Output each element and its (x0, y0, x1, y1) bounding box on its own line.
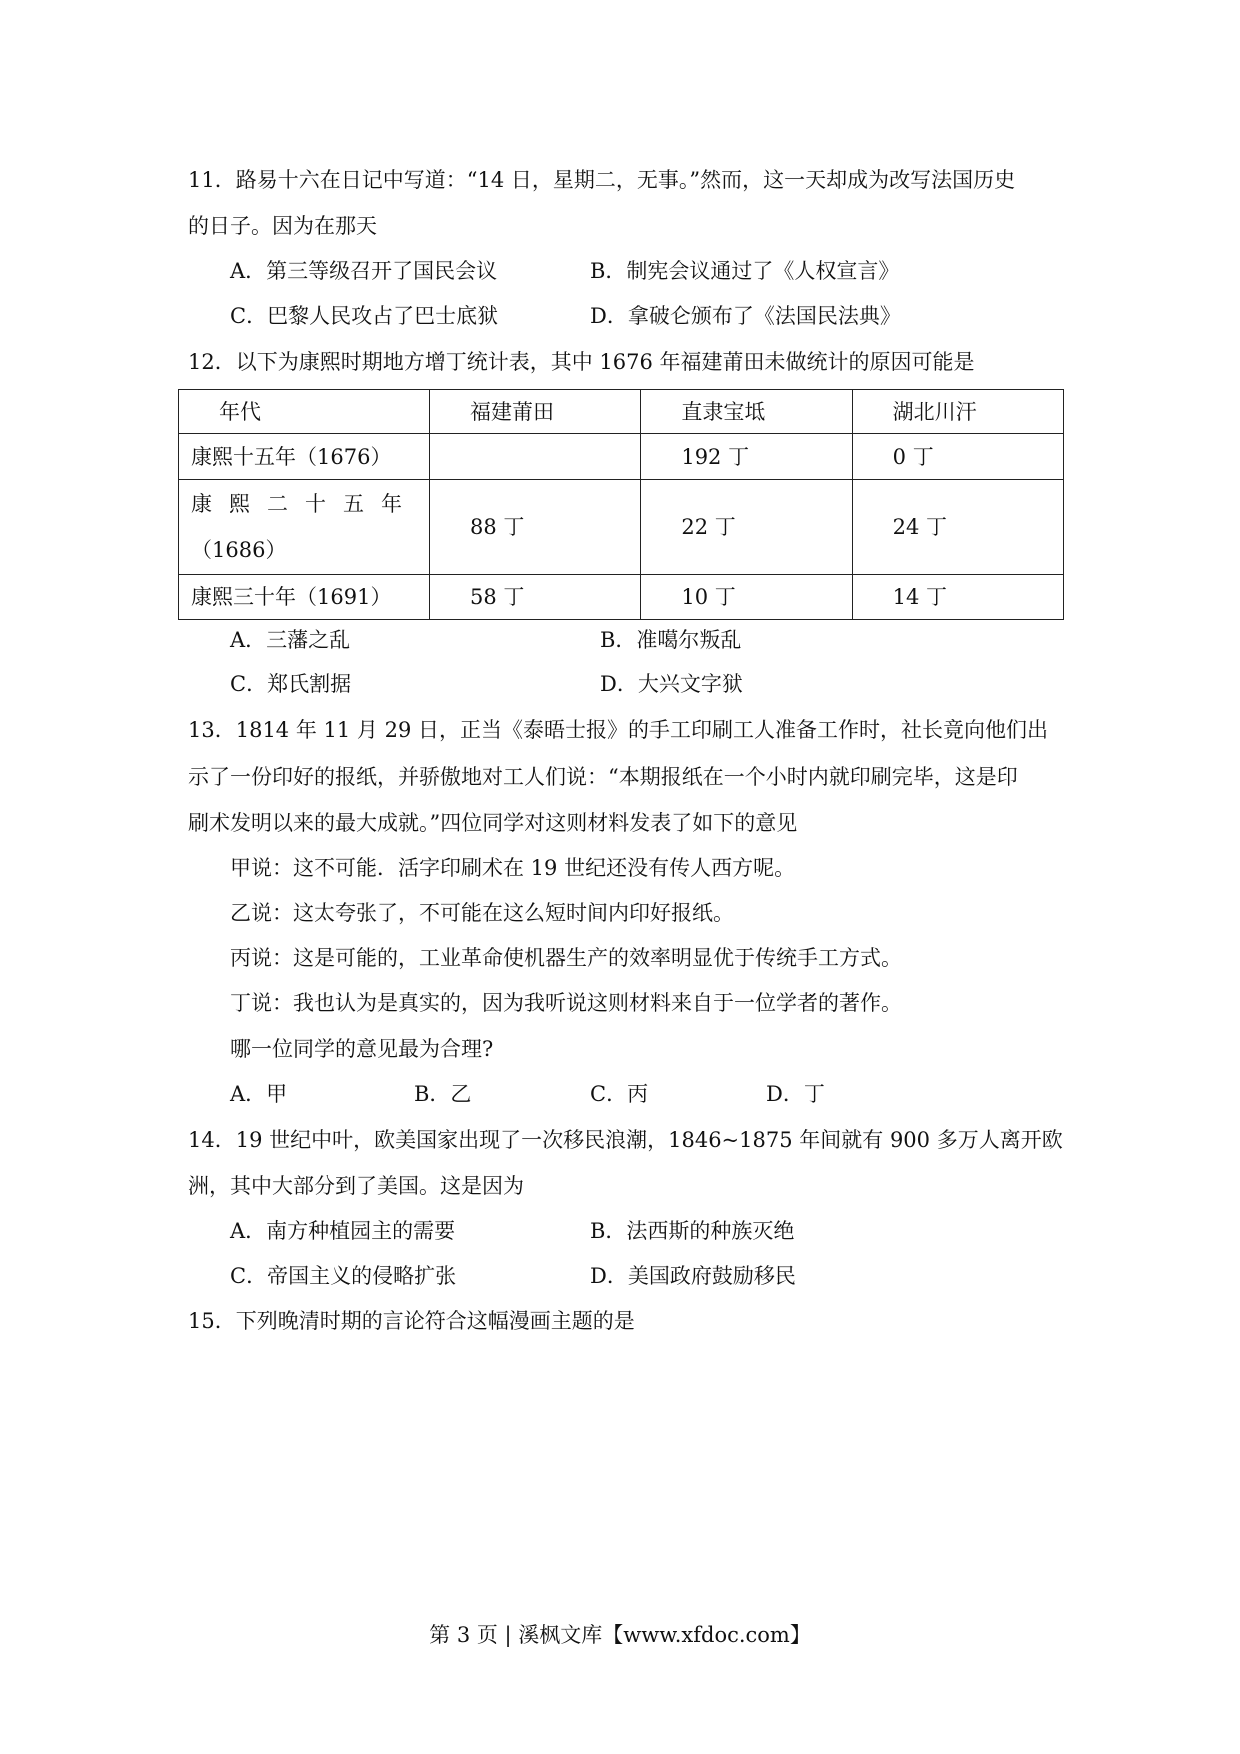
q11-option-b: B．制宪会议通过了《人权宣言》 (590, 259, 900, 283)
table-header-cell: 年代 (179, 390, 430, 434)
page-footer: 第 3 页 | 溪枫文库【www.xfdoc.com】 (429, 1623, 811, 1647)
q11-stem-line1: 11．路易十六在日记中写道：“14 日，星期二，无事。”然而，这一天却成为改写法国历史 (188, 168, 1016, 192)
table-cell: 24 丁 (852, 480, 1063, 575)
q14-option-c: C．帝国主义的侵略扩张 (230, 1264, 457, 1288)
table-cell: 0 丁 (852, 434, 1063, 480)
table-cell: 22 丁 (641, 480, 852, 575)
table-cell: 10 丁 (641, 575, 852, 620)
q14-stem-line2: 洲，其中大部分到了美国。这是因为 (188, 1174, 524, 1198)
q14-option-d: D．美国政府鼓励移民 (590, 1264, 796, 1288)
table-cell (430, 434, 641, 480)
table-header-cell: 直隶宝坻 (641, 390, 852, 434)
table-cell: 192 丁 (641, 434, 852, 480)
q12-option-c: C．郑氏割据 (230, 672, 352, 696)
q14-stem-line1: 14．19 世纪中叶，欧美国家出现了一次移民浪潮，1846~1875 年间就有 900 多万人离开欧 (188, 1128, 1063, 1152)
q11-option-d: D．拿破仑颁布了《法国民法典》 (590, 304, 901, 328)
table-cell-year-label: 康熙二十五年 (191, 492, 419, 516)
table-cell-year-number: （1686） (191, 538, 287, 562)
q13-question: 哪一位同学的意见最为合理? (230, 1037, 494, 1061)
table-cell: 康熙十五年（1676） (179, 434, 430, 480)
q13-opinion-jia: 甲说：这不可能．活字印刷术在 19 世纪还没有传人西方呢。 (230, 856, 796, 880)
table-header-row (179, 390, 1064, 434)
table-row (179, 480, 1064, 575)
q11-stem-line2: 的日子。因为在那天 (188, 214, 377, 238)
q13-option-b: B．乙 (414, 1082, 472, 1106)
table-cell: 88 丁 (430, 480, 641, 575)
q13-opinion-ding: 丁说：我也认为是真实的，因为我听说这则材料来自于一位学者的著作。 (230, 991, 902, 1015)
table-cell: 58 丁 (430, 575, 641, 620)
q13-stem-line2: 示了一份印好的报纸，并骄傲地对工人们说：“本期报纸在一个小时内就印刷完毕，这是印 (188, 765, 1018, 789)
q12-option-b: B．准噶尔叛乱 (600, 628, 742, 652)
q13-option-d: D．丁 (766, 1082, 825, 1106)
table-cell: 康熙三十年（1691） (179, 575, 430, 620)
q11-option-a: A．第三等级召开了国民会议 (230, 259, 498, 283)
q13-option-c: C．丙 (590, 1082, 649, 1106)
q11-option-c: C．巴黎人民攻占了巴士底狱 (230, 304, 499, 328)
population-table (178, 389, 1064, 620)
table-cell (179, 480, 430, 575)
q13-opinion-yi: 乙说：这太夸张了，不可能在这么短时间内印好报纸。 (230, 901, 734, 925)
table-row (179, 434, 1064, 480)
q13-opinion-bing: 丙说：这是可能的，工业革命使机器生产的效率明显优于传统手工方式。 (230, 946, 902, 970)
table-cell: 14 丁 (852, 575, 1063, 620)
q12-stem: 12．以下为康熙时期地方增丁统计表，其中 1676 年福建莆田未做统计的原因可能是 (188, 350, 975, 374)
table-header-cell: 湖北川汗 (852, 390, 1063, 434)
table-row (179, 575, 1064, 620)
q13-option-a: A．甲 (230, 1082, 288, 1106)
q13-stem-line1: 13．1814 年 11 月 29 日，正当《泰晤士报》的手工印刷工人准备工作时，社长竟向他们出 (188, 718, 1048, 742)
q12-option-a: A．三藩之乱 (230, 628, 351, 652)
q14-option-b: B．法西斯的种族灭绝 (590, 1219, 795, 1243)
q13-stem-line3: 刷术发明以来的最大成就。”四位同学对这则材料发表了如下的意见 (188, 811, 798, 835)
q15-stem: 15．下列晚清时期的言论符合这幅漫画主题的是 (188, 1309, 635, 1333)
table-header-cell: 福建莆田 (430, 390, 641, 434)
q12-option-d: D．大兴文字狱 (600, 672, 743, 696)
q14-option-a: A．南方种植园主的需要 (230, 1219, 456, 1243)
